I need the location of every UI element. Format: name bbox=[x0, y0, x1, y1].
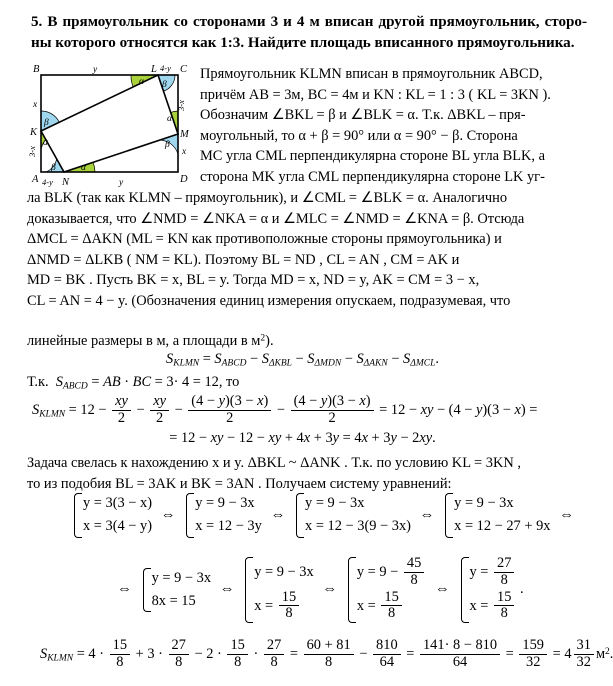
system-3 bbox=[294, 492, 411, 539]
final-S: S bbox=[40, 646, 48, 663]
final-fraction-7 bbox=[420, 638, 500, 670]
final-equals-2: = bbox=[406, 646, 415, 663]
similarity-paragraph bbox=[27, 453, 587, 494]
final-fraction-5 bbox=[304, 638, 354, 670]
equation-area-expansion-line1: $S_{KLMN} = 12$ − $\frac{xy}{2}$ − $\frac{xy}{2}$ − $\frac{(4 - y)(3 - x)}{2}$ − $\frac{(4 - y)(3 - x)}{2}$ = 12 − xy − (4 − y)(3 − x) = bbox=[32, 393, 538, 426]
figure-svg bbox=[27, 59, 199, 190]
system-8-denominator-1: 8 bbox=[494, 572, 514, 589]
problem-statement bbox=[31, 12, 587, 53]
system-7-eq-2-lead: x = bbox=[356, 597, 376, 614]
para-line-2: причём AB = 3м, BC = 4м и KN : KL = 1 : 3 ( KL = 3KN ). bbox=[200, 86, 551, 103]
system-8-eq-2-lead: x = bbox=[469, 597, 489, 614]
system-4-eq-2: x = 12 − 27 + 9x bbox=[454, 518, 551, 535]
final-fraction-7-den: 64 bbox=[420, 654, 500, 671]
system-7-eq-1-lead: y = 9 − bbox=[356, 564, 399, 581]
final-term-3-op: − 2 · bbox=[194, 646, 222, 663]
iff-icon-2: ⇔ bbox=[270, 506, 286, 523]
system-2-eq-1: y = 9 − 3x bbox=[195, 495, 255, 511]
final-equals-1: = bbox=[289, 646, 298, 663]
vertex-label-K: K bbox=[30, 127, 38, 138]
vertex-label-N: N bbox=[62, 177, 70, 188]
system-8-fraction-2 bbox=[494, 590, 514, 622]
system-6-fraction bbox=[279, 590, 299, 622]
system-8-eq-2 bbox=[470, 590, 517, 624]
iff-icon-8: ⇔ bbox=[434, 581, 450, 598]
angle-letter-beta-M: β bbox=[165, 140, 170, 150]
final-fraction-8-den: 32 bbox=[519, 654, 547, 671]
system-7-numerator-1: 45 bbox=[406, 555, 422, 571]
fraction-xy-2-b: $\frac{xy}{2}$ bbox=[150, 394, 169, 426]
final-term-1-coef: 4 · bbox=[88, 646, 105, 663]
fraction-xy-2-a: $\frac{xy}{2}$ bbox=[112, 394, 131, 426]
final-fraction-6-den: 64 bbox=[373, 654, 401, 671]
edge-label-left-3-minus-x: 3-x bbox=[27, 146, 37, 157]
final-answer-equation bbox=[40, 638, 613, 670]
system-8 bbox=[459, 556, 517, 624]
fraction-prod-2-a: $\frac{(4 - y)(3 - x)}{2}$ bbox=[188, 394, 271, 426]
final-term-2-op: + 3 · bbox=[135, 646, 163, 663]
final-fraction-5-den: 8 bbox=[304, 654, 354, 671]
angle-letter-beta-K: β bbox=[44, 118, 49, 128]
system-4 bbox=[443, 492, 550, 539]
system-chain-row-2 bbox=[112, 556, 524, 624]
final-mixed-den: 32 bbox=[574, 654, 594, 671]
system-8-eq-1 bbox=[470, 556, 517, 590]
inscribed-rectangle-KLMN bbox=[41, 75, 178, 172]
vertex-label-D: D bbox=[180, 174, 188, 185]
final-unit-exponent: 2 bbox=[605, 646, 610, 657]
iff-icon-3: ⇔ bbox=[419, 506, 435, 523]
abcd-formula: = AB · BC = 3· 4 = 12, то bbox=[91, 374, 240, 390]
vertex-label-B: B bbox=[33, 64, 40, 75]
system-7-eq-1 bbox=[357, 556, 426, 590]
angle-letter-alpha-K: α bbox=[43, 138, 48, 148]
final-fraction-5-num: 60 + 81 bbox=[306, 637, 351, 653]
equation-area-decomposition: $S_{KLMN} = S_{ABCD} - S_{\Delta KBL} - S_{\Delta MDN} - S_{\Delta AKN} - S_{\Delta MCL}$. bbox=[166, 351, 439, 369]
system-3-eq-2: x = 12 − 3(9 − 3x) bbox=[305, 518, 411, 535]
final-fraction-3-num: 15 bbox=[230, 637, 245, 653]
final-fraction-1-num: 15 bbox=[112, 637, 128, 653]
system-1 bbox=[72, 492, 152, 539]
similarity-line-1: Задача свелась к нахождению x и y. ΔBKL ~ ΔANK . Т.к. по условию KL = 3KN , bbox=[27, 455, 521, 471]
edge-label-right-x: x bbox=[182, 147, 187, 157]
angle-letter-beta-N: β bbox=[51, 163, 56, 173]
problem-number: 5. bbox=[31, 14, 43, 30]
system-2-eq-2: x = 12 − 3y bbox=[195, 518, 262, 535]
similarity-line-2: то из подобия BL = 3AK и BK = 3AN . Получаем систему уравнений: bbox=[27, 475, 452, 492]
final-fraction-4 bbox=[264, 638, 284, 670]
system-8-denominator-2: 8 bbox=[494, 605, 514, 622]
para-line-8: доказывается, что ∠NMD = ∠NKA = α и ∠MLC = ∠NMD = ∠KNA = β. Отсюда bbox=[27, 210, 525, 227]
edge-label-top-4-minus-y: 4-y bbox=[160, 63, 171, 73]
system-6-eq-2 bbox=[254, 590, 313, 624]
final-fraction-1 bbox=[110, 638, 130, 670]
system-6-eq-1: y = 9 − 3x bbox=[254, 564, 314, 581]
final-fraction-3-den: 8 bbox=[227, 654, 247, 671]
final-S-subscript: KLMN bbox=[47, 653, 74, 664]
para-line-9: ΔMCL = ΔAKN (ML = KN как противоположные стороны прямоугольника) и bbox=[27, 231, 502, 248]
geometry-figure bbox=[27, 59, 199, 190]
para-line-13 bbox=[27, 333, 274, 350]
system-7 bbox=[346, 556, 426, 624]
final-equals-0: = bbox=[76, 646, 85, 663]
explanation-paragraph-right bbox=[200, 64, 587, 188]
iff-icon-6: ⇔ bbox=[219, 581, 235, 598]
final-fraction-2 bbox=[169, 638, 189, 670]
system-chain-period: . bbox=[520, 581, 524, 598]
explanation-paragraph-full bbox=[27, 188, 587, 312]
final-fraction-4-den: 8 bbox=[264, 654, 284, 671]
final-equals-4: = bbox=[552, 646, 561, 663]
edge-label-left-x: x bbox=[33, 100, 38, 110]
vertex-label-L: L bbox=[151, 64, 157, 75]
angle-letter-alpha-N: α bbox=[81, 163, 86, 173]
para-line-12: CL = AN = 4 − y. (Обозначения единиц измерения опускаем, подразумевая, что bbox=[27, 292, 511, 309]
system-5-eq-2: 8x = 15 bbox=[151, 592, 196, 609]
units-note-text: линейные размеры в м, а площади в м bbox=[27, 333, 261, 349]
system-7-fraction-2 bbox=[381, 590, 401, 622]
system-7-numerator-2: 15 bbox=[384, 588, 399, 605]
angle-letter-beta-L: β bbox=[162, 80, 167, 90]
para-line-6: сторона MK угла CML перпендикулярна стороне LK уг- bbox=[200, 168, 545, 185]
angle-letter-alpha-M: α bbox=[167, 114, 172, 124]
problem-text: В прямоугольник со сторонами 3 и 4 м вписан другой прямоугольник, сторо-ны которого относятся как 1:3. Найдите площадь вписанного прямоугольника. bbox=[31, 14, 588, 51]
line-area-abcd: Т.к. $S_{ABCD}$ = AB · BC = 3· 4 = 12, то bbox=[27, 374, 240, 392]
equation-area-expansion-line2: = 12 − xy − 12 − xy + 4x + 3y = 4x + 3y − 2xy. bbox=[169, 430, 436, 446]
system-7-fraction-1 bbox=[404, 556, 424, 588]
final-mixed-fraction bbox=[574, 638, 594, 670]
system-8-eq-1-lead: y = bbox=[469, 564, 489, 581]
final-fraction-2-den: 8 bbox=[169, 654, 189, 671]
iff-icon-1: ⇔ bbox=[160, 506, 176, 523]
final-middot: · bbox=[253, 646, 259, 663]
final-fraction-1-den: 8 bbox=[110, 654, 130, 671]
system-4-eq-1: y = 9 − 3x bbox=[454, 495, 514, 511]
final-fraction-8 bbox=[519, 638, 547, 670]
edge-label-right-3-minus-x: 3-x bbox=[176, 100, 186, 111]
system-1-eq-2: x = 3(4 − y) bbox=[83, 518, 152, 535]
system-5 bbox=[141, 567, 211, 614]
units-note-exponent: 2 bbox=[260, 333, 266, 344]
final-fraction-3 bbox=[227, 638, 247, 670]
final-equals-3: = bbox=[505, 646, 514, 663]
para-line-1: Прямоугольник KLMN вписан в прямоугольник ABCD, bbox=[200, 66, 543, 82]
fraction-prod-2-b: $\frac{(4 - y)(3 - x)}{2}$ bbox=[291, 394, 374, 426]
system-chain-row-1 bbox=[72, 492, 579, 539]
system-1-eq-1: y = 3(3 − x) bbox=[83, 495, 152, 511]
para-line-3: Обозначим ∠BKL = β и ∠BLK = α. Т.к. ΔBKL – пря- bbox=[200, 107, 526, 124]
iff-icon-4: ⇔ bbox=[559, 506, 575, 523]
system-6-eq-2-lead: x = bbox=[254, 597, 274, 614]
system-7-eq-2 bbox=[357, 590, 426, 624]
system-8-numerator-1: 27 bbox=[497, 555, 512, 571]
final-fraction-6 bbox=[373, 638, 401, 670]
edge-label-top-y: y bbox=[93, 65, 98, 75]
final-fraction-2-num: 27 bbox=[171, 637, 186, 653]
edge-label-bottom-y: y bbox=[119, 178, 124, 188]
para-line-5: MC угла CML перпендикулярна стороне BL угла BLK, а bbox=[200, 148, 546, 165]
iff-icon-5: ⇔ bbox=[117, 581, 132, 598]
iff-icon-7: ⇔ bbox=[322, 581, 338, 598]
final-mixed-integer: 4 bbox=[564, 646, 572, 663]
para-line-11: MD = BK . Пусть BK = x, BL = y. Тогда MD = x, ND = y, AK = CM = 3 − x, bbox=[27, 272, 480, 289]
system-7-denominator-2: 8 bbox=[381, 605, 401, 622]
units-note-paren: ). bbox=[265, 333, 274, 349]
final-fraction-4-num: 27 bbox=[266, 637, 282, 653]
para-line-4: моугольный, то α + β = 90° или α = 90° − β. Сторона bbox=[200, 127, 518, 144]
tk-label: Т.к. bbox=[27, 374, 56, 390]
system-6 bbox=[243, 556, 313, 624]
para-line-7: ла BLK (так как KLMN – прямоугольник), и ∠CML = ∠BLK = α. Аналогично bbox=[27, 190, 508, 206]
final-fraction-7-num: 141· 8 − 810 bbox=[422, 637, 498, 653]
system-7-denominator-1: 8 bbox=[404, 572, 424, 589]
system-6-denominator: 8 bbox=[279, 605, 299, 622]
final-fraction-8-num: 159 bbox=[522, 637, 544, 653]
system-8-numerator-2: 15 bbox=[497, 588, 512, 605]
final-minus: − bbox=[359, 646, 368, 663]
system-2 bbox=[184, 492, 262, 539]
vertex-label-C: C bbox=[180, 64, 188, 75]
final-fraction-6-num: 810 bbox=[376, 637, 398, 653]
vertex-label-A: A bbox=[32, 174, 39, 185]
system-6-numerator: 15 bbox=[281, 588, 297, 605]
para-line-10: ΔNMD = ΔLKB ( NM = KL). Поэтому BL = ND , CL = AN , CM = AK и bbox=[27, 251, 460, 268]
edge-label-bottom-4-minus-y: 4-y bbox=[42, 177, 53, 187]
system-8-fraction-1 bbox=[494, 556, 514, 588]
vertex-label-M: M bbox=[180, 129, 189, 140]
system-3-eq-1: y = 9 − 3x bbox=[305, 495, 365, 511]
final-unit: м bbox=[595, 646, 606, 663]
system-5-eq-1: y = 9 − 3x bbox=[151, 569, 212, 586]
final-mixed-num: 31 bbox=[576, 637, 591, 653]
angle-letter-alpha-L: α bbox=[139, 77, 144, 87]
